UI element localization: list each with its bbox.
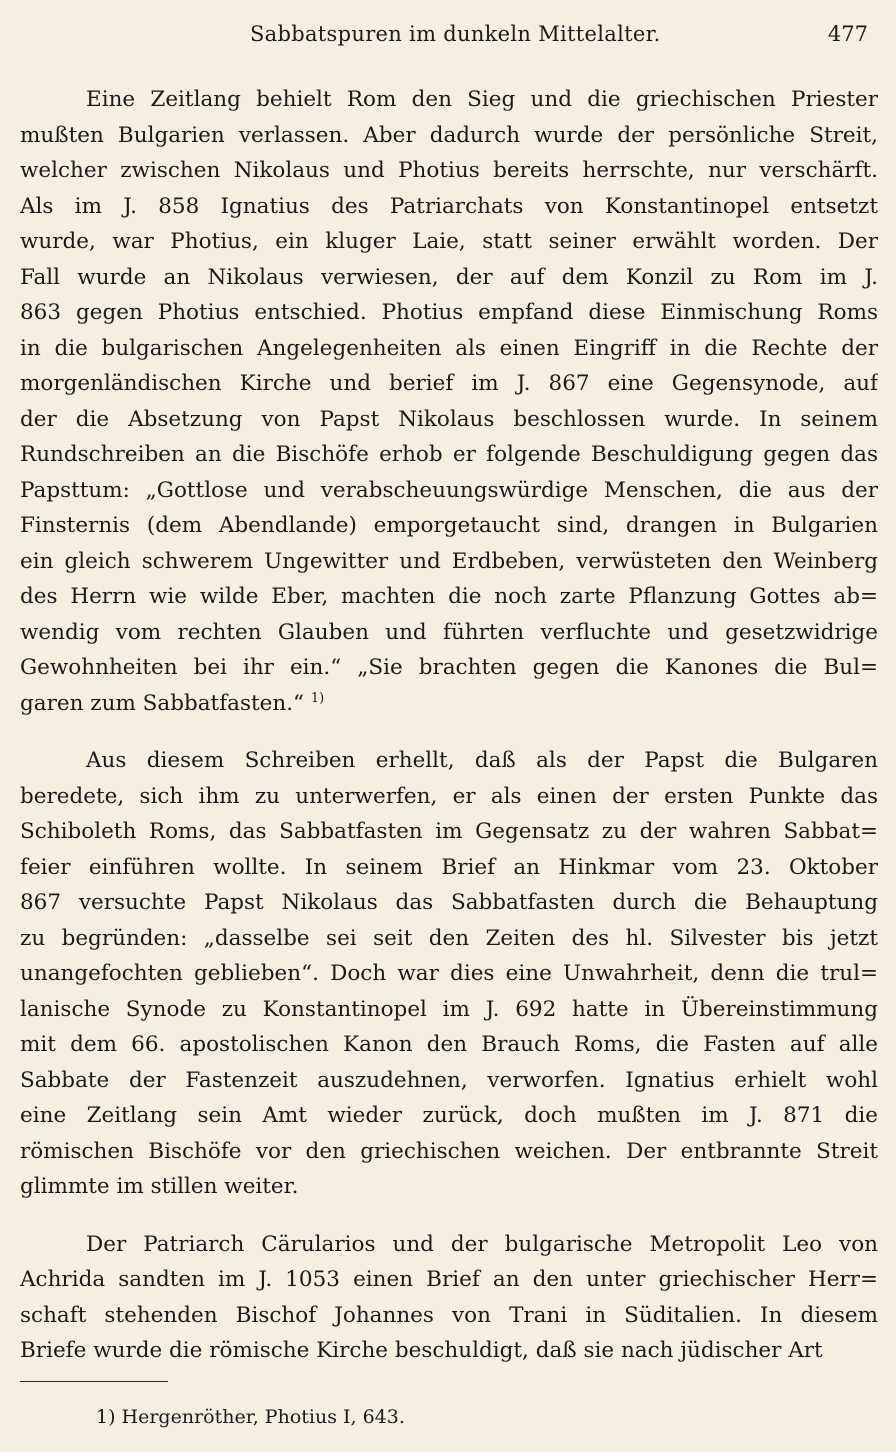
text-line: Aus diesem Schreiben erhellt, daß als der Papst die Bulgaren (86, 748, 878, 773)
text-line: morgenländischen Kirche und berief im J. 867 eine Gegensynode, auf (20, 371, 878, 396)
text-line: Sabbate der Fastenzeit auszudehnen, verworfen. Ignatius erhielt wohl (20, 1067, 878, 1093)
text-line: glimmte im stillen weiter. (20, 1174, 299, 1199)
page-number: 477 (827, 22, 868, 46)
text-line: 863 gegen Photius entschied. Photius empfand diese Einmischung Roms (20, 300, 878, 325)
text-line: lanische Synode zu Konstantinopel im J. 692 hatte in Übereinstimmung (20, 996, 878, 1022)
text-line: Rundschreiben an die Bischöfe erhob er folgende Beschuldigung gegen das (20, 442, 878, 467)
text-line: mußten Bulgarien verlassen. Aber dadurch wurde der persönliche Streit, (20, 122, 878, 148)
text-line: 867 versuchte Papst Nikolaus das Sabbatfasten durch die Behauptung (20, 890, 878, 915)
text-line: Als im J. 858 Ignatius des Patriarchats von Konstantinopel entsetzt (20, 193, 878, 219)
text-line: des Herrn wie wilde Eber, machten die noch zarte Pflanzung Gottes ab= (20, 584, 878, 609)
text-line: schaft stehenden Bischof Johannes von Trani in Süditalien. In diesem (20, 1302, 878, 1328)
running-title: Sabbatspuren im dunkeln Mittelalter. (250, 22, 661, 46)
text-line: ein gleich schwerem Ungewitter und Erdbeben, verwüsteten den Weinberg (20, 548, 878, 574)
text-line: unangefochten geblieben“. Doch war dies eine Unwahrheit, denn die trul= (20, 961, 878, 986)
text-line: der die Absetzung von Papst Nikolaus beschlossen wurde. In seinem (20, 406, 878, 432)
paragraph-2 (20, 743, 878, 1205)
text-line: garen zum Sabbatfasten.“ $^{1)}$ (20, 690, 325, 716)
text-line: Papsttum: „Gottlose und verabscheuungswürdige Menschen, die aus der (20, 477, 878, 503)
footnote-divider (20, 1381, 168, 1382)
text-line: Achrida sandten im J. 1053 einen Brief an den unter griechischer Herr= (20, 1267, 878, 1292)
body-text (20, 82, 878, 1369)
footnote-marker: 1) (310, 690, 325, 706)
footnote: 1) Hergenröther, Photius I, 643. (96, 1406, 405, 1428)
text-line: zu begründen: „dasselbe sei seit den Zeiten des hl. Silvester bis jetzt (20, 925, 878, 951)
text-line: beredete, sich ihm zu unterwerfen, er als einen der ersten Punkte das (20, 783, 878, 809)
text-line: Gewohnheiten bei ihr ein.“ „Sie brachten gegen die Kanones die Bul= (20, 655, 878, 680)
text-line: Der Patriarch Cärularios und der bulgarische Metropolit Leo von (86, 1231, 878, 1257)
paragraph-1 (20, 82, 878, 721)
text-line: mit dem 66. apostolischen Kanon den Brauch Roms, die Fasten auf alle (20, 1032, 878, 1057)
text-line: Schiboleth Roms, das Sabbatfasten im Gegensatz zu der wahren Sabbat= (20, 819, 878, 844)
text-line: Fall wurde an Nikolaus verwiesen, der auf dem Konzil zu Rom im J. (20, 264, 878, 290)
text-line: Eine Zeitlang behielt Rom den Sieg und die griechischen Priester (86, 87, 878, 112)
text-line: feier einführen wollte. In seinem Brief an Hinkmar vom 23. Oktober (20, 854, 878, 880)
text-line: eine Zeitlang sein Amt wieder zurück, doch mußten im J. 871 die (20, 1103, 878, 1128)
text-line: wurde, war Photius, ein kluger Laie, statt seiner erwählt worden. Der (20, 229, 878, 254)
text-line: welcher zwischen Nikolaus und Photius bereits herrschte, nur verschärft. (20, 158, 878, 183)
text-line: Briefe wurde die römische Kirche beschuldigt, daß sie nach jüdischer Art (20, 1338, 823, 1363)
text-line: wendig vom rechten Glauben und führten verfluchte und gesetzwidrige (20, 619, 878, 645)
text-line: römischen Bischöfe vor den griechischen weichen. Der entbrannte Streit (20, 1138, 878, 1164)
paragraph-3 (20, 1227, 878, 1369)
text-line: Finsternis (dem Abendlande) emporgetaucht sind, drangen in Bulgarien (20, 513, 878, 538)
text-line: in die bulgarischen Angelegenheiten als einen Eingriff in die Rechte der (20, 335, 878, 361)
